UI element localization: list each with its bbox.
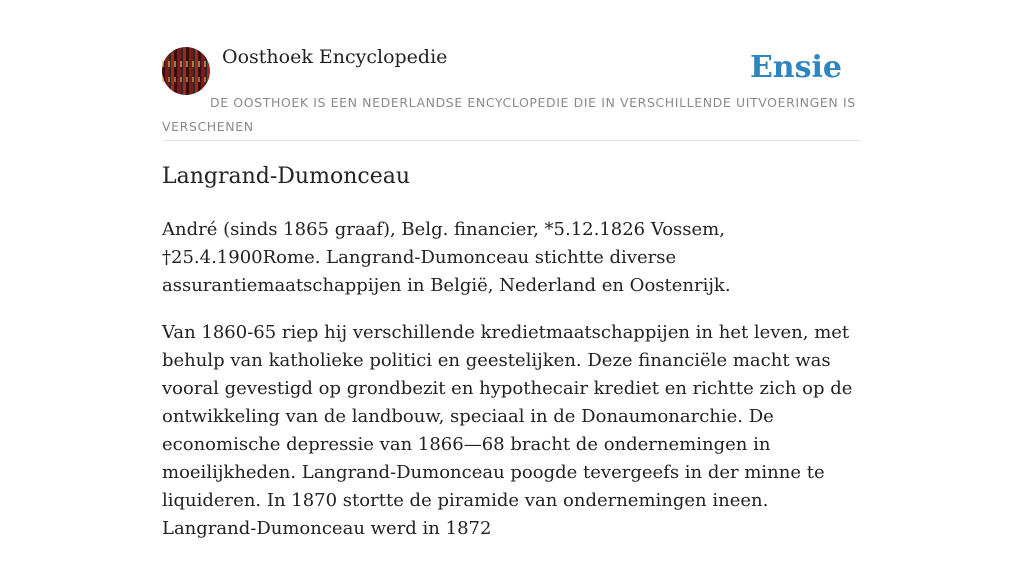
site-avatar[interactable] (162, 47, 210, 95)
site-tagline: DE OOSTHOEK IS EEN NEDERLANDSE ENCYCLOPEDIE DIE IN VERSCHILLENDE UITVOERINGEN IS VERSCHENEN (162, 95, 856, 134)
article-paragraph: André (sinds 1865 graaf), Belg. financier, *5.12.1826 Vossem, †25.4.1900Rome. Langrand-Dumonceau stichtte diverse assurantiemaatschappijen in België, Nederland en Oostenrijk. (162, 219, 731, 296)
site-header (162, 0, 862, 141)
article-title: Langrand-Dumonceau (162, 164, 411, 189)
article-paragraph: Van 1860-65 riep hij verschillende kredietmaatschappijen in het leven, met behulp van katholieke politici en geestelijken. Deze financiële macht was vooral gevestigd op grondbezit en hypothecair krediet en richtte zich op de ontwikkeling van de landbouw, speciaal in de Donaumonarchie. De economische depressie van 1866—68 bracht de ondernemingen in moeilijkheden. Langrand-Dumonceau poogde tevergeefs in der minne te liquideren. In 1870 stortte de piramide van ondernemingen ineen. Langrand-Dumonceau werd in 1872 (162, 322, 853, 539)
article-body (162, 216, 862, 562)
page-container (162, 0, 862, 539)
ensie-logo-link[interactable]: Ensie (749, 50, 842, 85)
site-name-link[interactable]: Oosthoek Encyclopedie (222, 46, 448, 68)
